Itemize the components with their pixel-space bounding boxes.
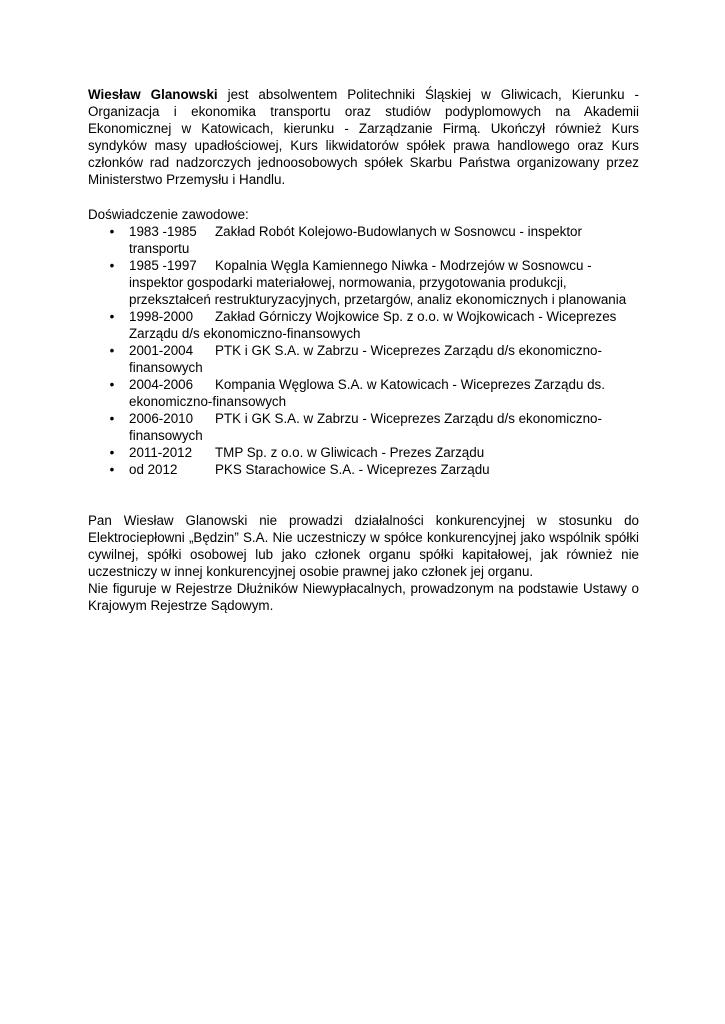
experience-item xyxy=(88,342,639,376)
bullet-icon: • xyxy=(109,258,115,273)
experience-years: 2006-2010 xyxy=(129,411,194,426)
experience-years: 2011-2012 xyxy=(129,445,193,460)
experience-years: 2004-2006 xyxy=(129,377,194,392)
experience-years: 1983 -1985 xyxy=(129,224,197,239)
bullet-icon: • xyxy=(109,343,115,358)
non-compete-statement: Pan Wiesław Glanowski nie prowadzi działalności konkurencyjnej w stosunku do Elektrociepłowni „Będzin” S.A. Nie uczestniczy w spółce konkurencyjnej jako wspólnik spółki cywilnej, spółki osobowej lub jako członek organu spółki kapitałowej, jak również nie uczestniczy w innej konkurencyjnej osobie prawnej jako członek jej organu. xyxy=(88,513,639,579)
experience-years: 1985 -1997 xyxy=(129,258,197,273)
bullet-icon: • xyxy=(109,309,115,324)
experience-description: PKS Starachowice S.A. - Wiceprezes Zarządu xyxy=(215,462,490,477)
person-name: Wiesław Glanowski xyxy=(88,87,218,102)
experience-item xyxy=(88,461,639,478)
bullet-icon: • xyxy=(109,445,115,460)
experience-description: PTK i GK S.A. w Zabrzu - Wiceprezes Zarządu d/s ekonomiczno-finansowych xyxy=(129,343,602,375)
bullet-icon: • xyxy=(109,224,115,239)
debtors-register-statement: Nie figuruje w Rejestrze Dłużników Niewypłacalnych, prowadzonym na podstawie Ustawy o Krajowym Rejestrze Sądowym. xyxy=(88,581,639,613)
document-page xyxy=(88,86,639,614)
experience-years: 1998-2000 xyxy=(129,309,194,324)
bullet-icon: • xyxy=(109,411,115,426)
experience-item xyxy=(88,257,639,308)
experience-item xyxy=(88,376,639,410)
experience-description: Zakład Górniczy Wojkowice Sp. z o.o. w Wojkowicach - Wiceprezes Zarządu d/s ekonomiczno-finansowych xyxy=(129,309,617,341)
experience-item xyxy=(88,410,639,444)
experience-years: od 2012 xyxy=(129,462,178,477)
experience-years: 2001-2004 xyxy=(129,343,194,358)
bullet-icon: • xyxy=(109,462,115,477)
experience-heading: Doświadczenie zawodowe: xyxy=(88,207,249,222)
experience-item xyxy=(88,223,639,257)
experience-description: TMP Sp. z o.o. w Gliwicach - Prezes Zarządu xyxy=(215,445,485,460)
experience-description: Kopalnia Węgla Kamiennego Niwka - Modrzejów w Sosnowcu - inspektor gospodarki materiałowej, normowania, przygotowania produkcji, przekształceń restrukturyzacyjnych, przetargów, analiz ekonomicznych i planowania xyxy=(129,258,627,307)
experience-item xyxy=(88,444,639,461)
experience-description: Kompania Węglowa S.A. w Katowicach - Wiceprezes Zarządu ds. ekonomiczno-finansowych xyxy=(129,377,605,409)
bio-text: jest absolwentem Politechniki Śląskiej w Gliwicach, Kierunku - Organizacja i ekonomika transportu oraz studiów podyplomowych na Akademii Ekonomicznej w Katowicach, kierunku - Zarządzanie Firmą. Ukończył również Kurs syndyków masy upadłościowej, Kurs likwidatorów spółek prawa handlowego oraz Kurs członków rad nadzorczych jednoosobowych spółek Skarbu Państwa organizowany przez Ministerstwo Przemysłu i Handlu. xyxy=(88,87,639,187)
experience-item xyxy=(88,308,639,342)
experience-description: PTK i GK S.A. w Zabrzu - Wiceprezes Zarządu d/s ekonomiczno-finansowych xyxy=(129,411,602,443)
bullet-icon: • xyxy=(109,377,115,392)
bio-paragraph xyxy=(88,86,639,188)
experience-list xyxy=(88,223,639,478)
experience-description: Zakład Robót Kolejowo-Budowlanych w Sosnowcu - inspektor transportu xyxy=(129,224,582,256)
